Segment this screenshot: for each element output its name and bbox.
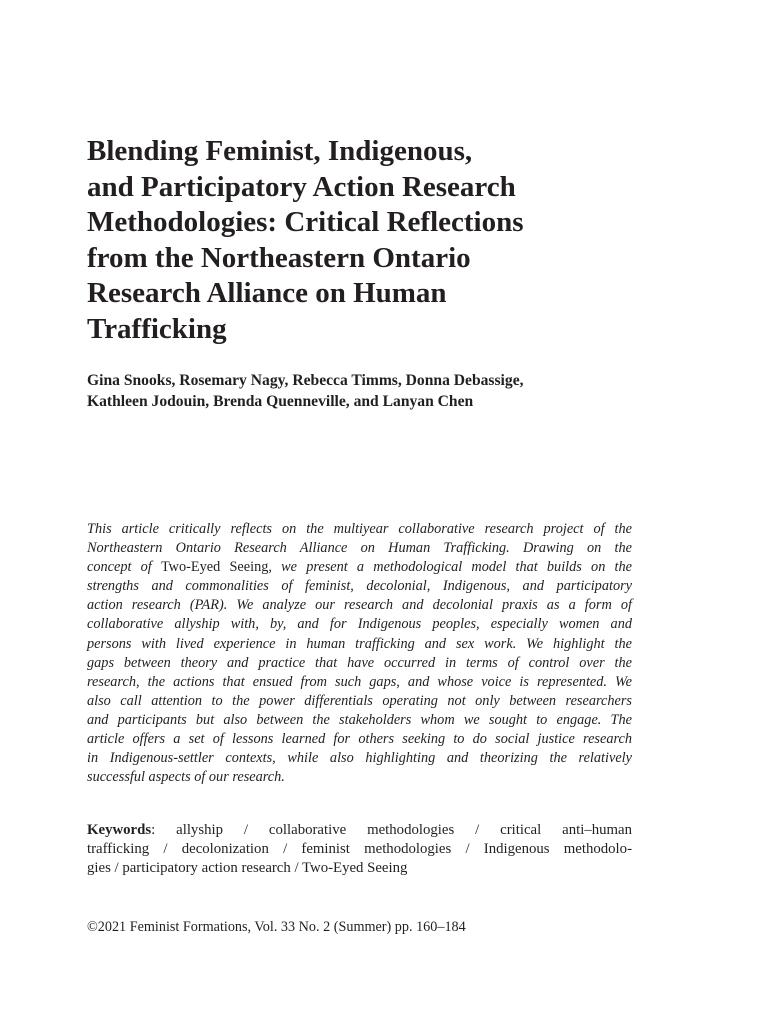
abstract-line: also call attention to the power differentials operating not only between researchers <box>87 692 632 709</box>
keywords-block <box>87 821 632 878</box>
abstract-line: persons with lived experience in human trafficking and sex work. We highlight the <box>87 635 632 652</box>
abstract-line: strengths and commonalities of feminist, decolonial, Indigenous, and participatory <box>87 578 632 595</box>
title-line: from the Northeastern Ontario <box>87 241 471 274</box>
abstract-line: gaps between theory and practice that have occurred in terms of control over the <box>87 654 632 671</box>
abstract-line: article offers a set of lessons learned for others seeking to do social justice research <box>87 731 632 748</box>
abstract-line: research, the actions that ensued from such gaps, and whose voice is represented. We <box>87 673 632 690</box>
citation-footer: ©2021 Feminist Formations, Vol. 33 No. 2 (Summer) pp. 160–184 <box>87 919 466 935</box>
author-line: Kathleen Jodouin, Brenda Quenneville, and Lanyan Chen <box>87 393 474 410</box>
abstract-fragment: concept of <box>87 559 161 576</box>
title-line: Trafficking <box>87 312 227 345</box>
title-line: Research Alliance on Human <box>87 277 447 310</box>
abstract-line: Northeastern Ontario Research Alliance on Human Trafficking. Drawing on the <box>87 540 632 557</box>
title-line: Methodologies: Critical Reflections <box>87 206 524 239</box>
abstract-line: action research (PAR). We analyze our research and decolonial praxis as a form of <box>87 597 632 614</box>
abstract-line: collaborative allyship with, by, and for Indigenous peoples, especially women and <box>87 616 632 633</box>
abstract-line: This article critically reflects on the multiyear collaborative research project of the <box>87 521 632 537</box>
keywords-line: gies / participatory action research / Two-Eyed Seeing <box>87 860 408 877</box>
abstract-fragment: , we present a methodological model that builds on the <box>268 559 632 576</box>
title-line: Blending Feminist, Indigenous, <box>87 135 473 167</box>
keywords-label: Keywords <box>87 822 152 838</box>
keywords-line <box>87 821 632 840</box>
keywords-line: trafficking / decolonization / feminist methodologies / Indigenous methodolo- <box>87 841 632 858</box>
abstract-line: successful aspects of our research. <box>87 769 285 786</box>
article-title <box>87 134 607 348</box>
abstract-roman-term: Two-Eyed Seeing <box>160 559 269 576</box>
abstract-line: and participants but also between the stakeholders whom we sought to engage. The <box>87 711 632 728</box>
author-list <box>87 370 647 412</box>
abstract-line <box>87 558 632 577</box>
author-line: Gina Snooks, Rosemary Nagy, Rebecca Timms, Donna Debassige, <box>87 372 524 389</box>
abstract-line: in Indigenous-settler contexts, while also highlighting and theorizing the relatively <box>87 750 632 767</box>
title-line: and Participatory Action Research <box>87 170 516 203</box>
keywords-text: : allyship / collaborative methodologies / critical anti–human <box>151 822 632 838</box>
abstract <box>87 520 632 787</box>
